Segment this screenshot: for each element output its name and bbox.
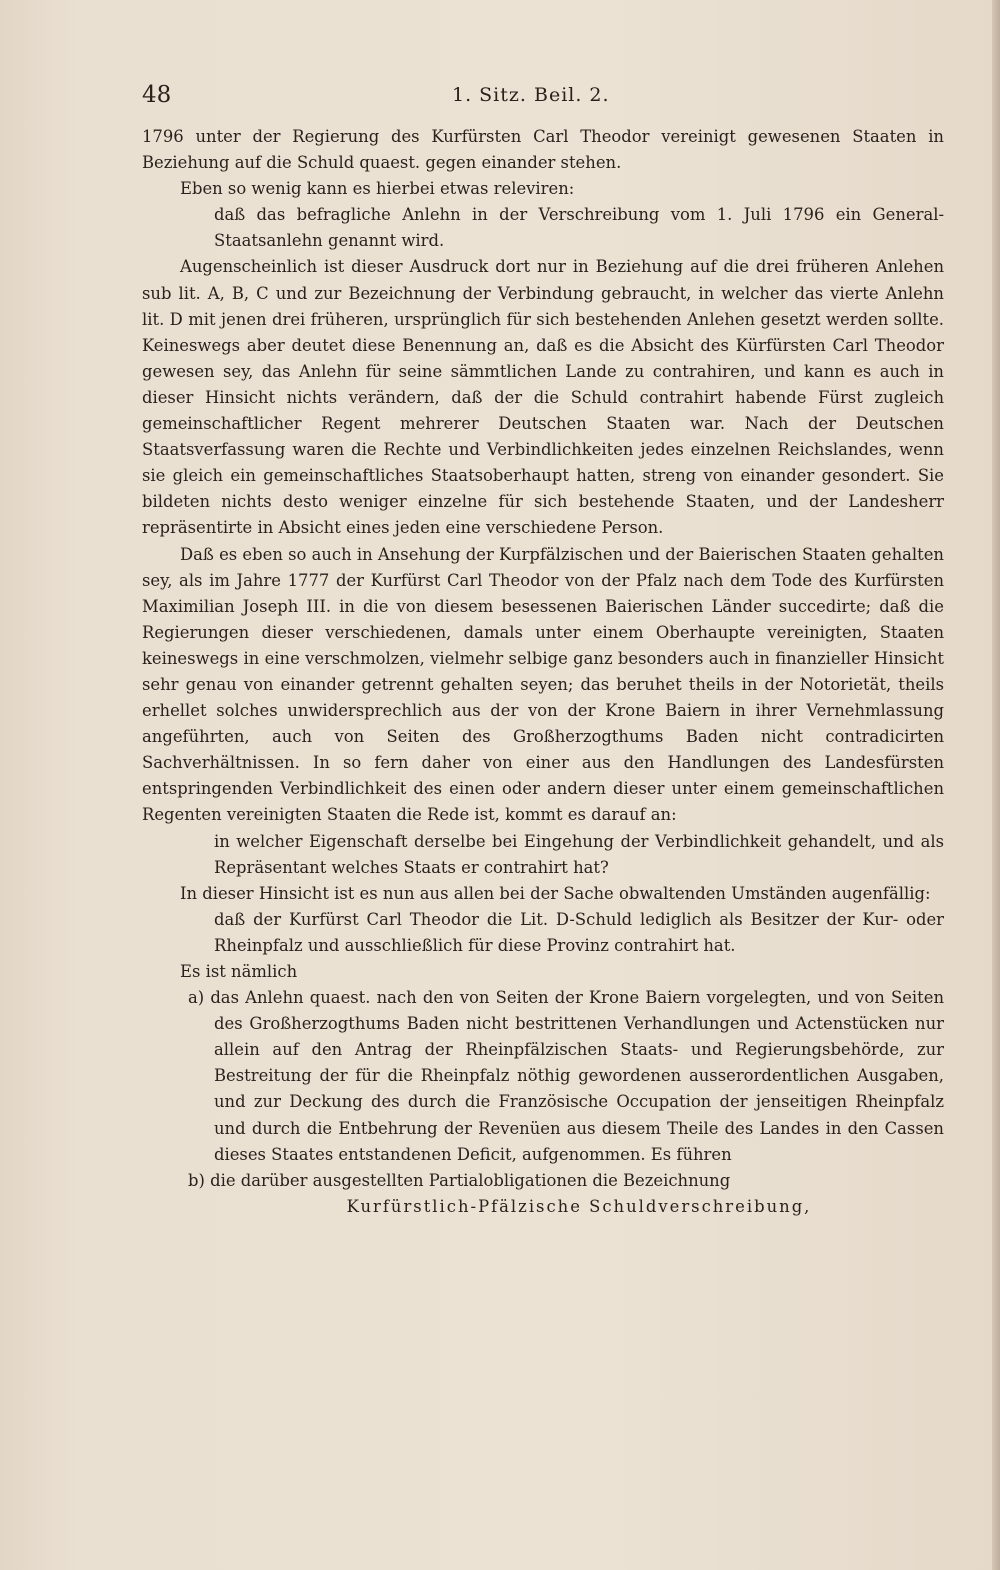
quoted-clause: daß der Kurfürst Carl Theodor die Lit. D-Schuld lediglich als Besitzer der Kur- oder Rheinpfalz und ausschließlich für diese Provinz contrahirt hat. (214, 909, 944, 955)
quoted-title: Kurfürstlich-Pfälzische Schuldverschreibung, (346, 1196, 812, 1216)
page-edge-shadow (992, 0, 1000, 1570)
paragraph: Augenscheinlich ist dieser Ausdruck dort nur in Beziehung auf die drei früheren Anlehen sub lit. A, B, C und zur Bezeichnung der Verbindung gebraucht, in welcher das vierte Anlehn lit. D mit jenen drei früheren, ursprünglich für sich bestehenden Anlehen gesetzt werden sollte. Keineswegs aber deutet diese Benennung an, daß es die Absicht des Kürfürsten Carl Theodor gewesen sey, das Anlehn für seine sämmtlichen Lande zu contrahiren, und kann es auch in dieser Hinsicht nichts verändern, daß der die Schuld contrahirt habende Fürst zugleich gemeinschaftlicher Regent mehrerer Deutschen Staaten war. Nach der Deutschen Staatsverfassung waren die Rechte und Verbindlichkeiten jedes einzelnen Reichslandes, wenn sie gleich ein gemeinschaftliches Staatsoberhaupt hatten, streng von einander gesondert. Sie bildeten nichts desto weniger einzelne für sich bestehende Staaten, und der Landesherr repräsentirte in Absicht eines jeden eine verschiedene Person. (142, 257, 944, 538)
running-head: 1. Sitz. Beil. 2. (452, 84, 610, 106)
paragraph: Daß es eben so auch in Ansehung der Kurpfälzischen und der Baierischen Staaten gehalten sey, als im Jahre 1777 der Kurfürst Carl Theodor von der Pfalz nach dem Tode des Kurfürsten Maximilian Joseph III. in die von diesem besessenen Baierischen Länder succedirte; daß die Regierungen dieser verschiedenen, damals unter einem Oberhaupte vereinigten, Staaten keineswegs in eine verschmolzen, vielmehr selbige ganz besonders auch in finanzieller Hinsicht sehr genau von einander getrennt gehalten seyen; das beruhet theils in der Notorietät, theils erhellet solches unwidersprechlich aus der von der Krone Baiern in ihrer Vernehmlassung angeführten, auch von Seiten des Großherzogthums Baden nicht contradicirten Sachverhältnissen. In so fern daher von einer aus den Handlungen des Landesfürsten entspringenden Verbindlichkeit des einen oder andern dieser unter einem gemeinschaftlichen Regenten vereinigten Staaten die Rede ist, kommt es darauf an: (142, 544, 944, 825)
quoted-clause: daß das befragliche Anlehn in der Verschreibung vom 1. Juli 1796 ein General-Staatsanlehn genannt wird. (214, 205, 944, 251)
list-item-b: b) die darüber ausgestellten Partialobligationen die Bezeichnung (188, 1170, 731, 1190)
body-text (142, 124, 944, 1220)
paragraph: Eben so wenig kann es hierbei etwas releviren: (180, 179, 575, 199)
quoted-clause: in welcher Eigenschaft derselbe bei Eingehung der Verbindlichkeit gehandelt, und als Repräsentant welches Staats er contrahirt hat? (214, 831, 944, 877)
list-item-a: a) das Anlehn quaest. nach den von Seiten der Krone Baiern vorgelegten, und von Seiten des Großherzogthums Baden nicht bestrittenen Verhandlungen und Actenstücken nur allein auf den Antrag der Rheinpfälzischen Staats- und Regierungsbehörde, zur Bestreitung der für die Rheinpfalz nöthig gewordenen ausserordentlichen Ausgaben, und zur Deckung des durch die Französische Occupation der jenseitigen Rheinpfalz und durch die Entbehrung der Revenüen aus diesem Theile des Landes in den Cassen dieses Staates entstandenen Deficit, aufgenommen. Es führen (188, 988, 944, 1164)
paragraph: Es ist nämlich (180, 962, 298, 981)
paragraph: In dieser Hinsicht ist es nun aus allen bei der Sache obwaltenden Umständen augenfällig: (180, 883, 931, 903)
page-number: 48 (142, 82, 172, 108)
paragraph-continuation: 1796 unter der Regierung des Kurfürsten Carl Theodor vereinigt gewesenen Staaten in Beziehung auf die Schuld quaest. gegen einander stehen. (142, 127, 944, 173)
page-header (142, 82, 948, 118)
